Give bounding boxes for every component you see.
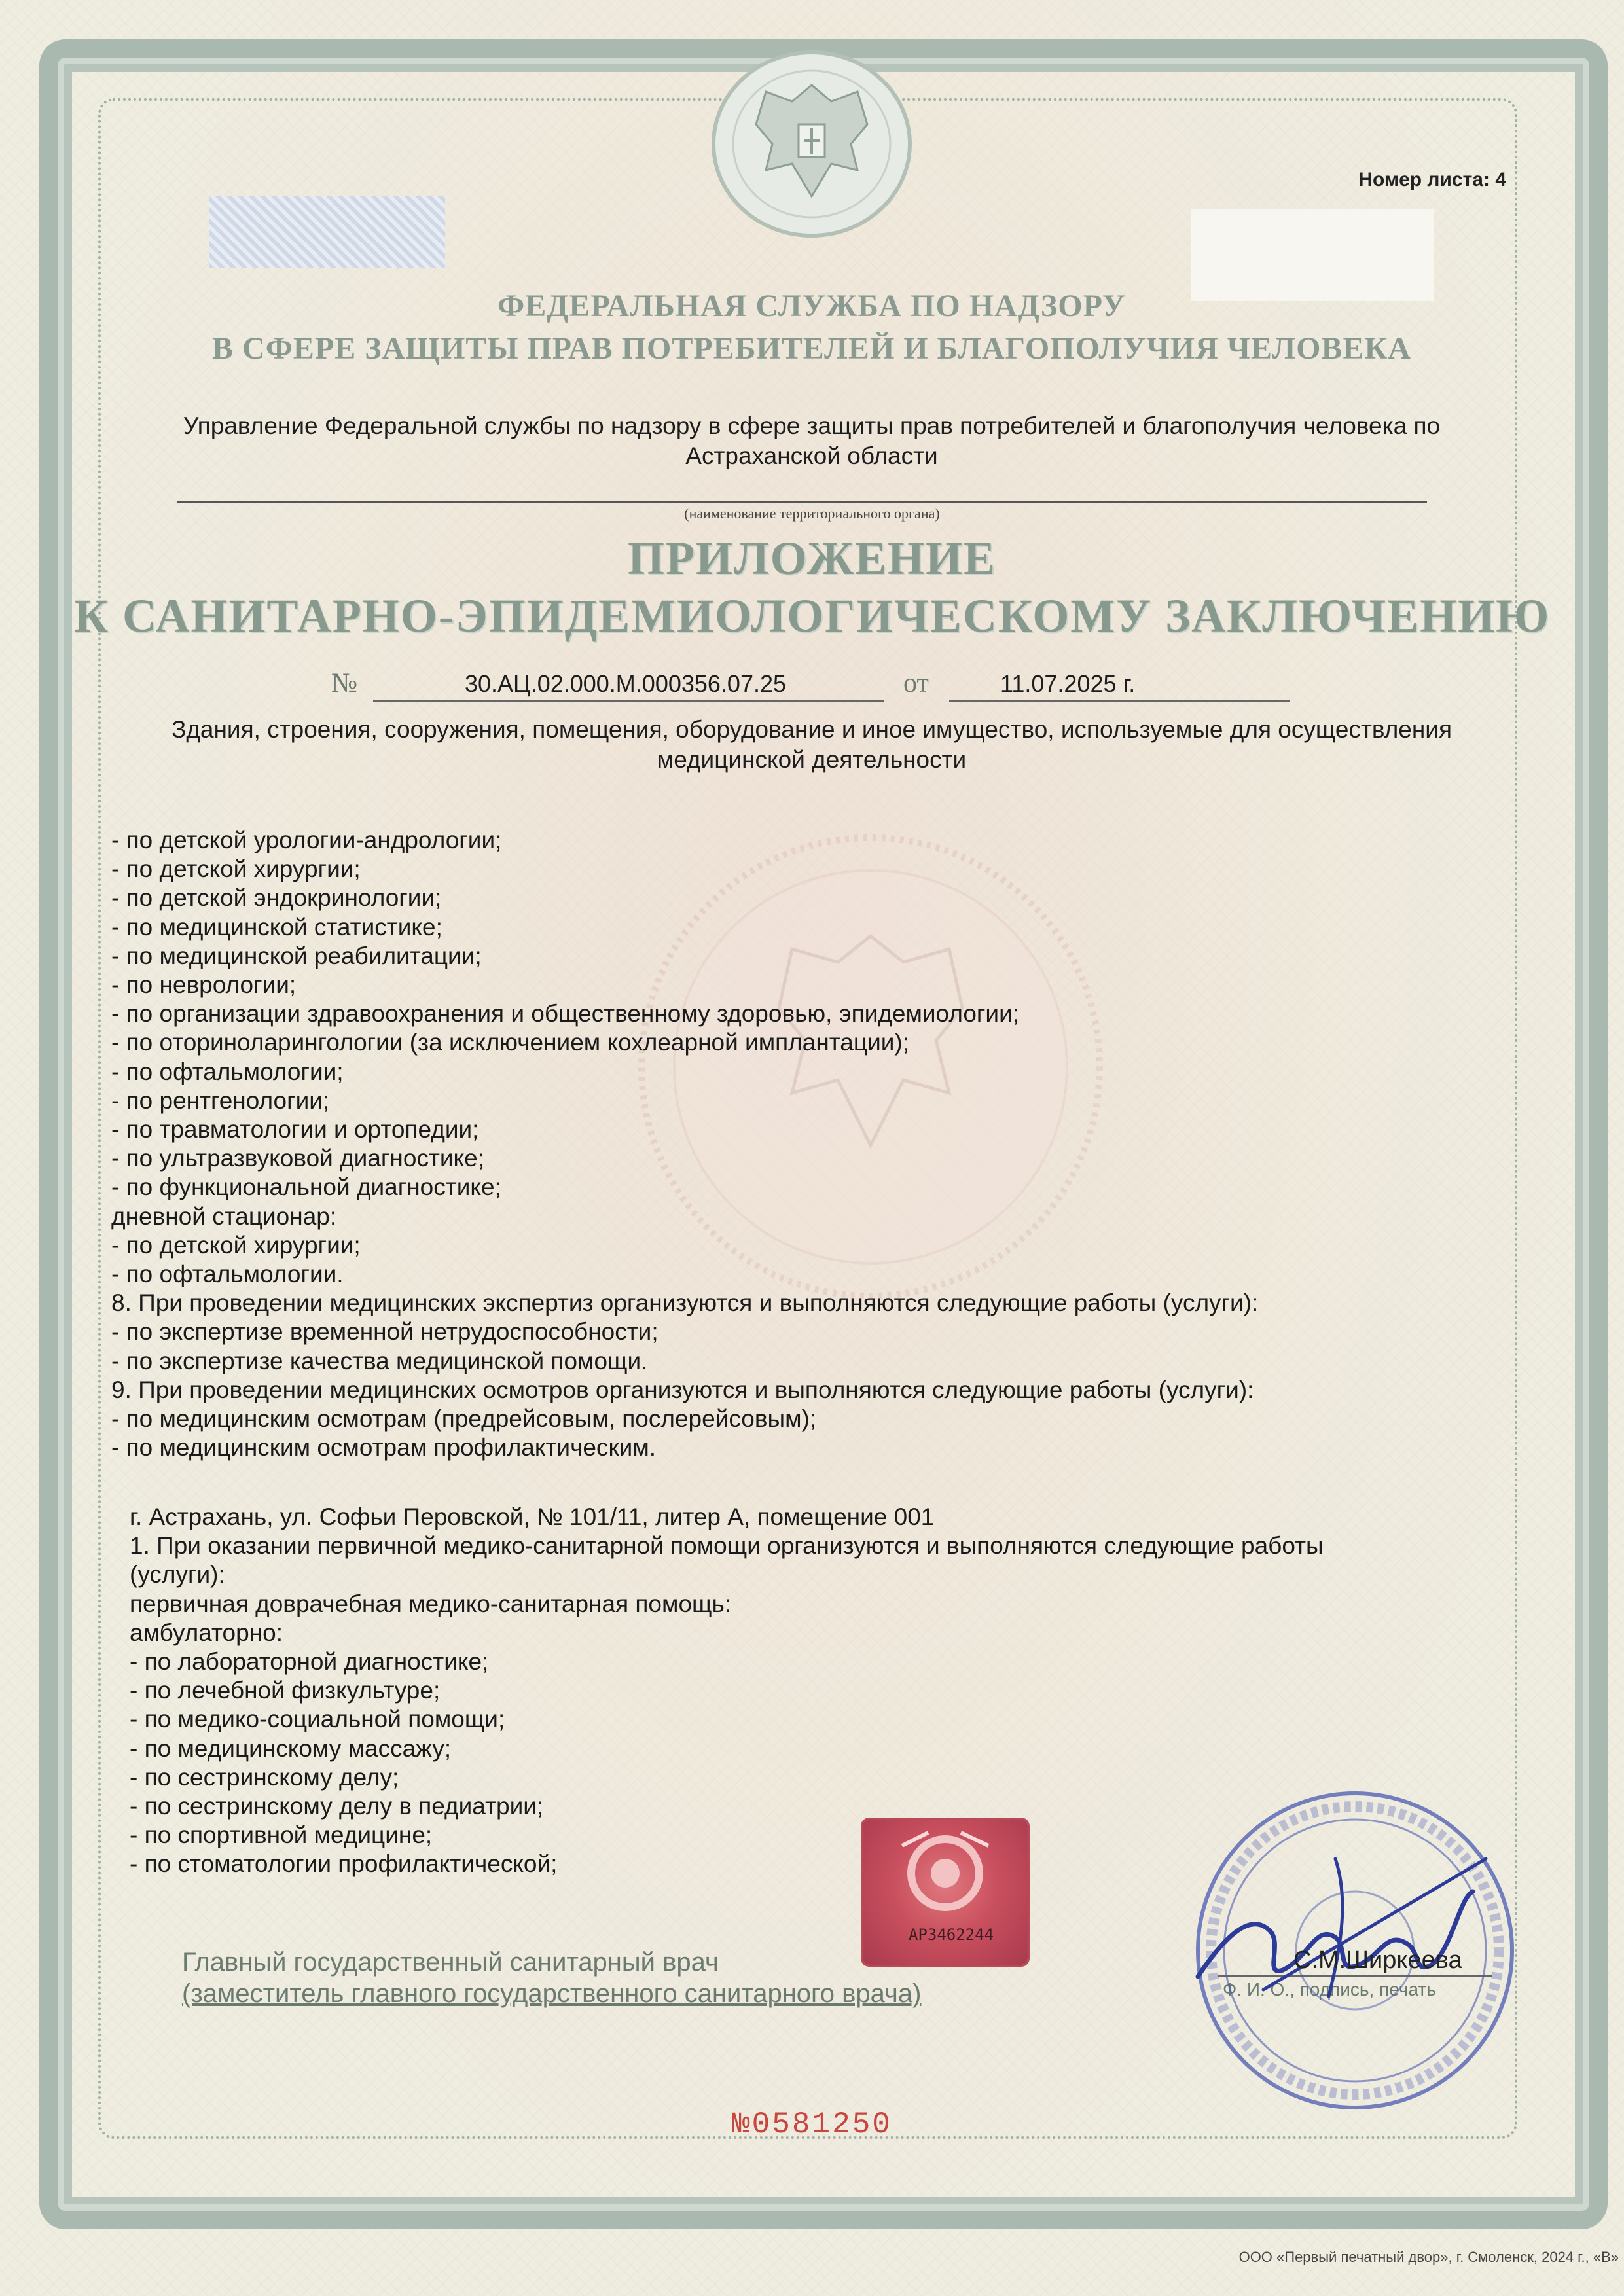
department-caption: (наименование территориального органа): [684, 505, 940, 522]
signature-caption: Ф. И. О., подпись, печать: [1223, 1979, 1436, 2000]
list-item: 9. При проведении медицинских осмотров организуются и выполняются следующие работы (услуги):: [111, 1376, 1254, 1403]
document-title-line2: К САНИТАРНО-ЭПИДЕМИОЛОГИЧЕСКОМУ ЗАКЛЮЧЕНИЮ: [73, 590, 1551, 642]
list-item: - по спортивной медицине;: [130, 1821, 433, 1849]
document-title-line1: ПРИЛОЖЕНИЕ: [627, 532, 997, 584]
list-item: - по медицинской реабилитации;: [111, 942, 482, 969]
date-label: от: [903, 668, 929, 698]
blank-patch: [1191, 209, 1434, 301]
list-item: 1. При оказании первичной медико-санитарной помощи организуются и выполняются следующие работы: [130, 1532, 1324, 1560]
deputy-chief-title: (заместитель главного государственного санитарного врача): [182, 1979, 922, 2008]
list-item: первичная доврачебная медико-санитарная помощь:: [130, 1590, 732, 1617]
number-underline: [373, 700, 884, 702]
list-item: - по детской эндокринологии;: [111, 884, 442, 912]
hologram-logo-icon: [863, 1820, 1028, 1924]
hologram-sticker: [863, 1820, 1028, 1965]
list-item: - по медицинским осмотрам профилактическим.: [111, 1434, 657, 1462]
hologram-strip: [209, 196, 445, 268]
list-item: - по сестринскому делу;: [130, 1763, 399, 1791]
services-list: [111, 826, 1499, 1462]
list-item: - по рентгенологии;: [111, 1086, 330, 1114]
list-item: - по медицинскому массажу;: [130, 1734, 452, 1762]
number-label: №: [331, 668, 358, 698]
list-item: - по организации здравоохранения и общественному здоровью, эпидемиологии;: [111, 1000, 1020, 1028]
sheet-number: Номер листа: 4: [1358, 169, 1506, 190]
list-item: - по лечебной физкультуре;: [130, 1677, 441, 1704]
list-item: - по экспертизе временной нетрудоспособности;: [111, 1318, 659, 1346]
list-item: - по неврологии;: [111, 971, 297, 999]
eagle-emblem-icon: [694, 46, 929, 242]
list-item: - по сестринскому делу в педиатрии;: [130, 1793, 544, 1820]
chief-doctor-title: Главный государственный санитарный врач: [182, 1948, 719, 1977]
list-item: амбулаторно:: [130, 1619, 283, 1646]
conclusion-number-line: [327, 668, 1309, 707]
signer-name: С.М.Ширкеева: [1293, 1946, 1462, 1974]
list-item: - по оториноларингологии (за исключением кохлеарной имплантации);: [111, 1029, 910, 1056]
subject-description: Здания, строения, сооружения, помещения, оборудование и иное имущество, используемые для осуществления медицинской деятельности: [171, 716, 1452, 773]
list-item: - по функциональной диагностике;: [111, 1174, 501, 1201]
conclusion-number: 30.АЦ.02.000.М.000356.07.25: [465, 670, 787, 697]
list-item: - по медико-социальной помощи;: [130, 1706, 505, 1733]
list-item: - по экспертизе качества медицинской помощи.: [111, 1347, 648, 1374]
hologram-serial: АР3462244: [909, 1926, 994, 1944]
list-item: - по ультразвуковой диагностике;: [111, 1145, 485, 1172]
list-item: (услуги):: [130, 1561, 225, 1588]
list-item: дневной стационар:: [111, 1202, 337, 1230]
list-item: - по офтальмологии.: [111, 1261, 344, 1288]
printer-credit: ООО «Первый печатный двор», г. Смоленск, 2024 г., «В»: [1238, 2249, 1619, 2265]
list-item: - по медицинской статистике;: [111, 913, 442, 941]
list-item: - по офтальмологии;: [111, 1058, 344, 1085]
list-item: - по детской хирургии;: [111, 855, 361, 883]
list-item: - по лабораторной диагностике;: [130, 1648, 489, 1676]
list-item: - по стоматологии профилактической;: [130, 1850, 558, 1878]
list-item: г. Астрахань, ул. Софьи Перовской, № 101/11, литер А, помещение 001: [130, 1503, 935, 1530]
list-item: - по детской хирургии;: [111, 1231, 361, 1259]
list-item: 8. При проведении медицинских экспертиз организуются и выполняются следующие работы (услуги):: [111, 1289, 1259, 1317]
agency-name-line1: ФЕДЕРАЛЬНАЯ СЛУЖБА ПО НАДЗОРУ: [497, 289, 1126, 323]
conclusion-date: 11.07.2025 г.: [1000, 670, 1136, 697]
list-item: - по травматологии и ортопедии;: [111, 1116, 479, 1143]
department-underline: [177, 501, 1427, 503]
form-number: №0581250: [732, 2108, 892, 2142]
date-underline: [949, 700, 1290, 702]
list-item: - по детской урологии-андрологии;: [111, 827, 502, 853]
agency-name-line2: В СФЕРЕ ЗАЩИТЫ ПРАВ ПОТРЕБИТЕЛЕЙ И БЛАГОПОЛУЧИЯ ЧЕЛОВЕКА: [212, 331, 1411, 366]
territorial-department: Управление Федеральной службы по надзору в сфере защиты прав потребителей и благополучия человека по Астраханской области: [183, 412, 1441, 469]
list-item: - по медицинским осмотрам (предрейсовым, послерейсовым);: [111, 1405, 817, 1433]
